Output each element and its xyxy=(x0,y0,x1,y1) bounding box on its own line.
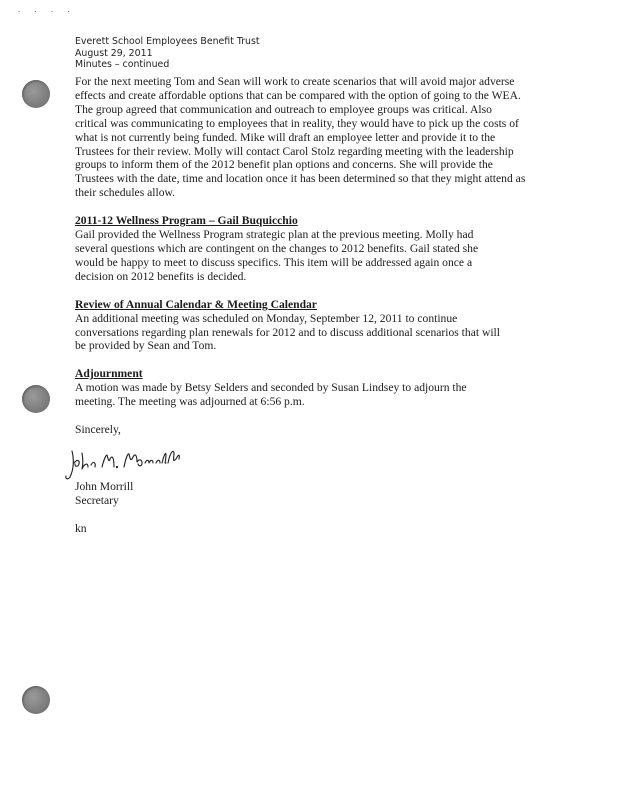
header-continued: Minutes – continued xyxy=(75,59,170,70)
header-date: August 29, 2011 xyxy=(75,47,153,59)
signatory-name: John Morrill xyxy=(75,480,134,493)
paragraph-line: Trustees with the date, time and location once it has been determined so that they might attend as xyxy=(75,172,526,186)
paragraph-line: would be happy to meet to discuss specifics. This item will be addressed again once a xyxy=(75,255,473,269)
paragraph-line: critical was communicating to employees that in reality, they would have to pick up the costs of xyxy=(75,116,519,130)
adjournment-section xyxy=(75,367,550,409)
paragraph-line: several questions which are contingent on the changes to 2012 benefits. Gail stated she xyxy=(75,241,479,255)
paragraph-line: groups to inform them of the 2012 benefit plan options and concerns. She will provide the xyxy=(75,158,493,172)
signatory-block xyxy=(75,480,133,508)
paragraph-line: meeting. The meeting was adjourned at 6:56 p.m. xyxy=(75,395,305,409)
punch-hole xyxy=(22,80,50,108)
intro-paragraph xyxy=(75,75,550,200)
paragraph-line: Trustees for their review. Molly will contact Carol Stolz regarding meeting with the leadership xyxy=(75,144,514,158)
paragraph-line: An additional meeting was scheduled on Monday, September 12, 2011 to continue xyxy=(75,311,458,325)
paragraph-line: effects and create affordable options that can be compared with the option of going to the WEA. xyxy=(75,88,521,102)
paragraph-line: their schedules allow. xyxy=(75,186,176,200)
paragraph-line: what is not currently being funded. Mike will draft an employee letter and provide it to the xyxy=(75,130,496,144)
punch-hole xyxy=(22,385,50,413)
wellness-section xyxy=(75,214,550,284)
paragraph-line: Gail provided the Wellness Program strategic plan at the previous meeting. Molly had xyxy=(75,228,474,242)
paragraph-line: decision on 2012 benefits is decided. xyxy=(75,269,247,283)
scan-artifact-mark: · · · · xyxy=(18,8,76,16)
punch-hole xyxy=(22,686,50,714)
handwritten-signature xyxy=(62,447,192,483)
paragraph-line: A motion was made by Betsy Selders and seconded by Susan Lindsey to adjourn the xyxy=(75,381,467,395)
section-heading-adjournment: Adjournment xyxy=(75,367,143,381)
paragraph-line: be provided by Sean and Tom. xyxy=(75,339,217,353)
section-heading-wellness: 2011-12 Wellness Program – Gail Buquicchio xyxy=(75,214,298,228)
salutation: Sincerely, xyxy=(75,423,121,437)
signatory-title: Secretary xyxy=(75,494,119,507)
document-header xyxy=(75,36,260,71)
typist-initials: kn xyxy=(75,522,87,535)
paragraph-line: The group agreed that communication and outreach to employee groups was critical. Also xyxy=(75,102,492,116)
paragraph-line: conversations regarding plan renewals for 2012 and to discuss additional scenarios that will xyxy=(75,325,500,339)
minutes-body xyxy=(75,75,550,437)
paragraph-line: For the next meeting Tom and Sean will work to create scenarios that will avoid major adverse xyxy=(75,75,515,88)
section-heading-calendar: Review of Annual Calendar & Meeting Calendar xyxy=(75,297,317,311)
calendar-section xyxy=(75,298,550,354)
header-organization: Everett School Employees Benefit Trust xyxy=(75,36,260,47)
